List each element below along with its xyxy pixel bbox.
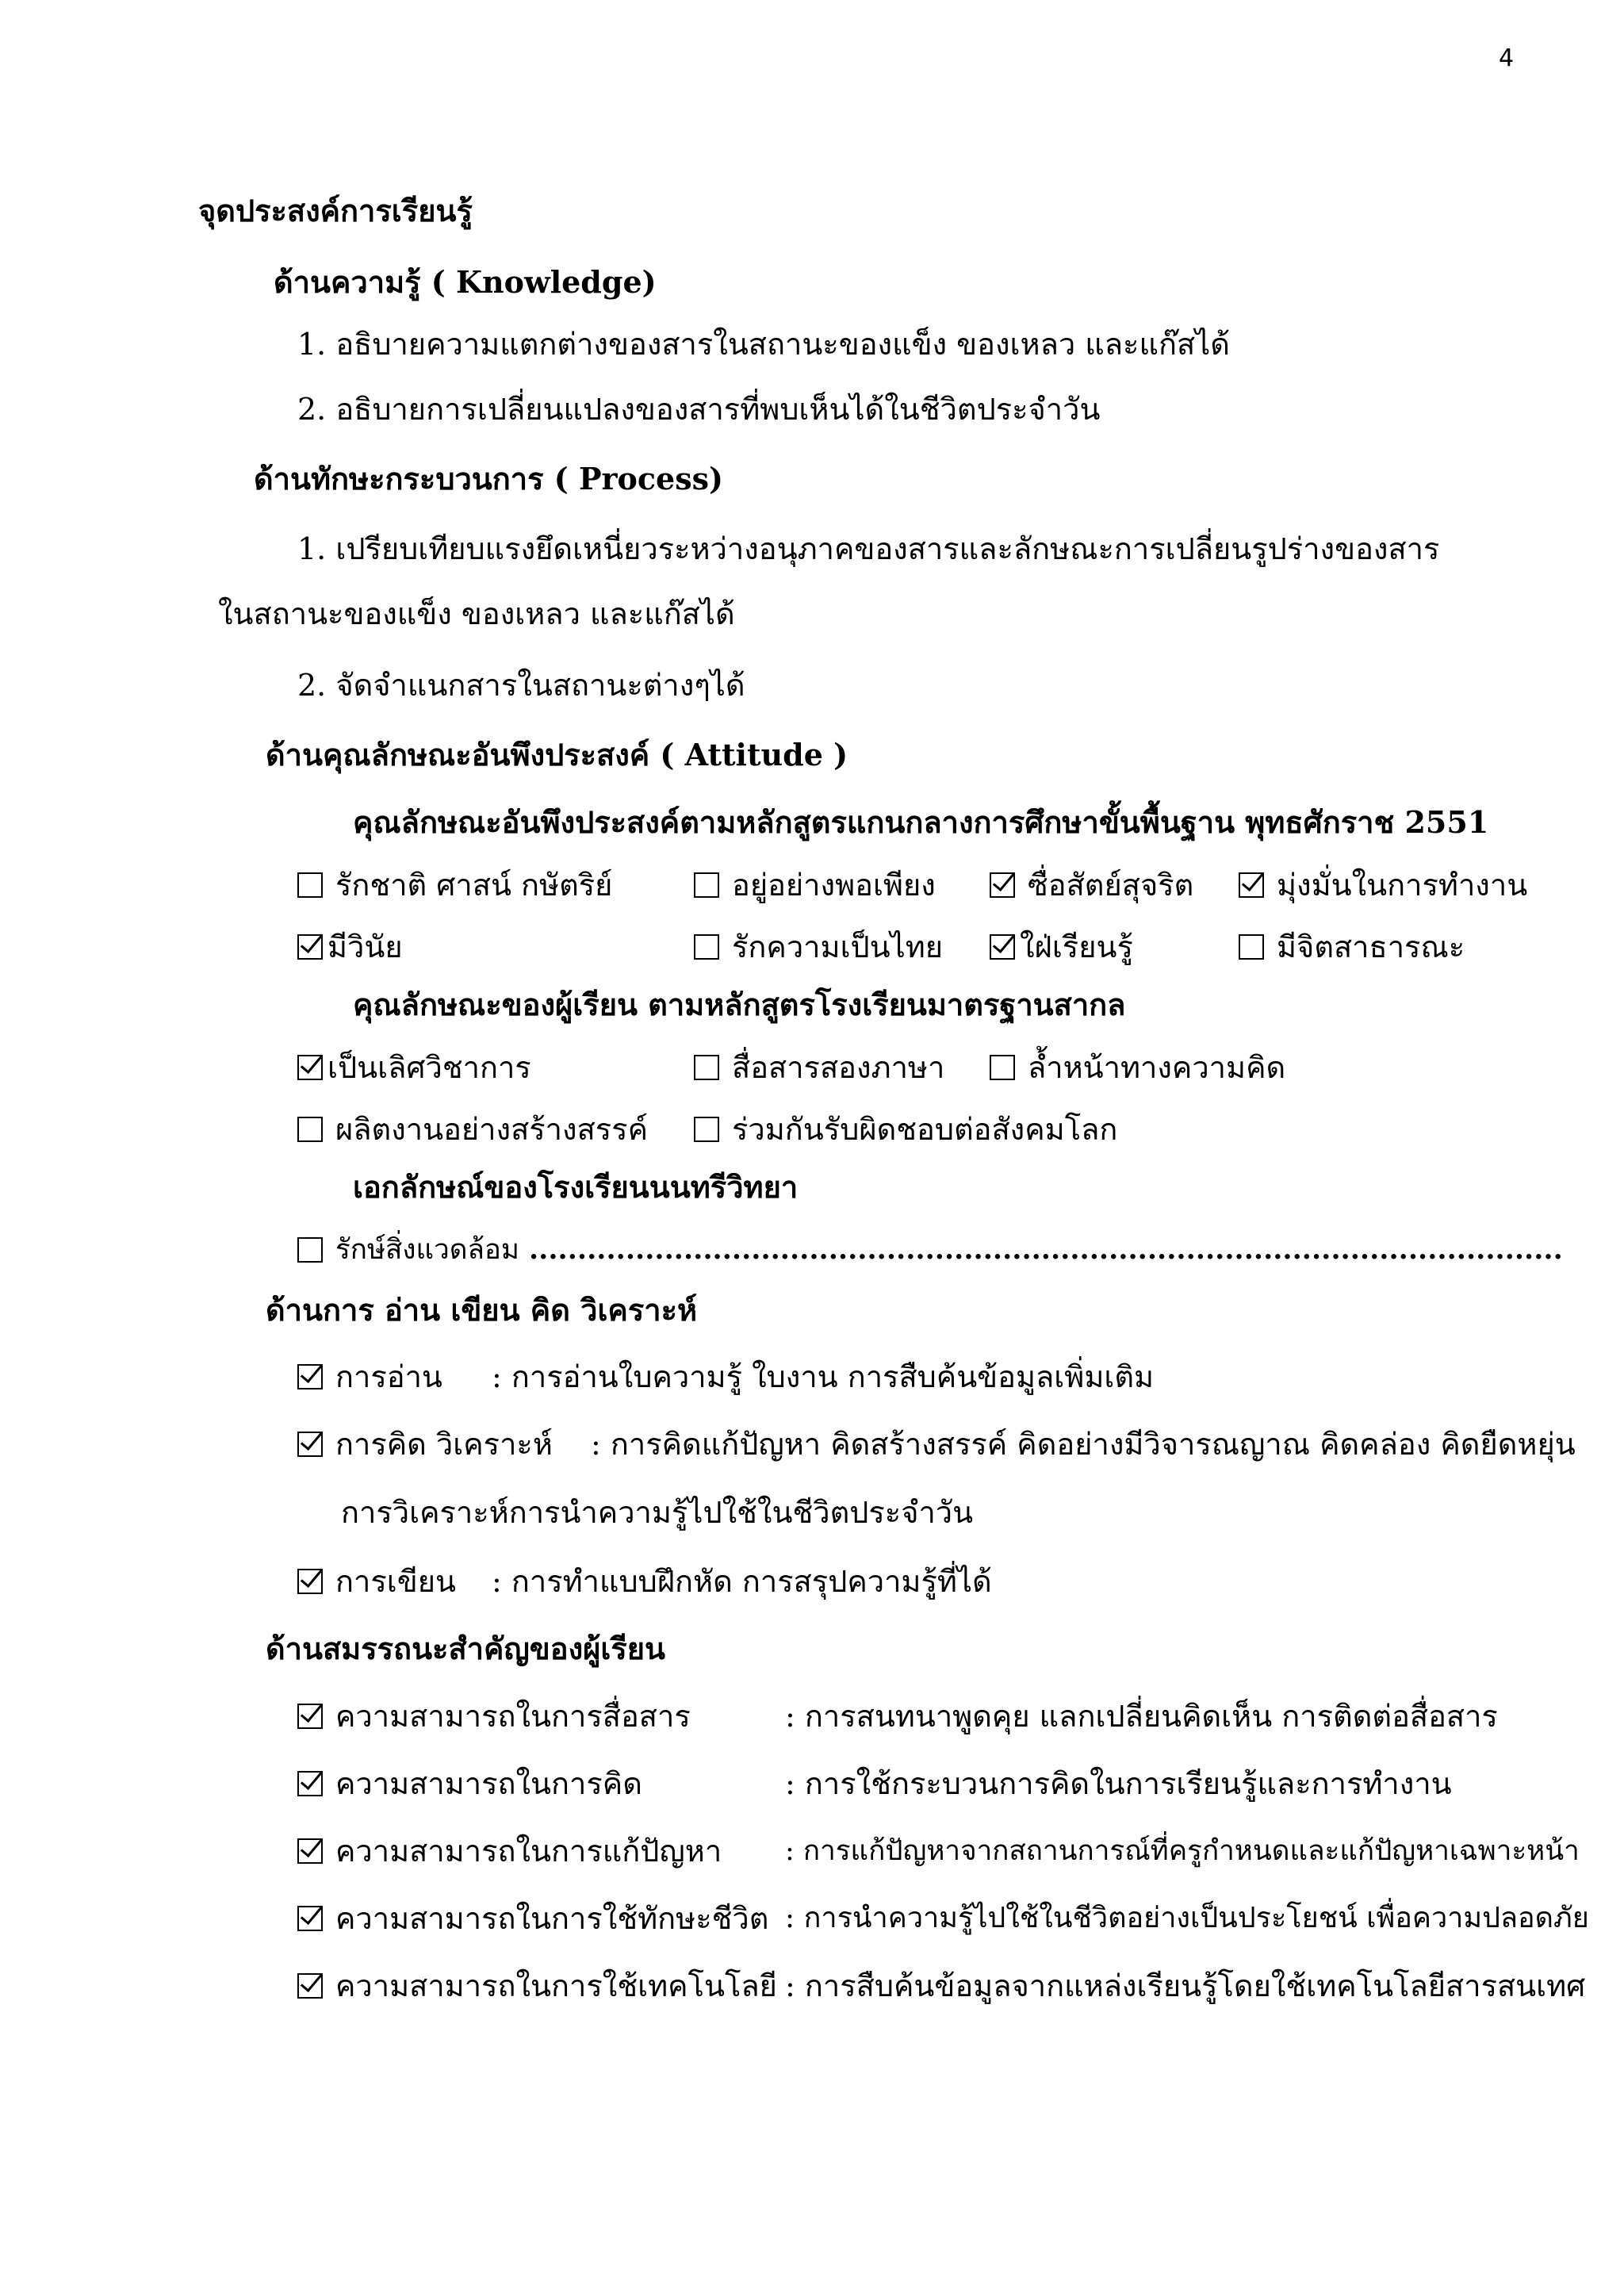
checkbox-icon[interactable] [297,872,323,898]
process-item-1-cont: ในสถานะของแข็ง ของเหลว และแก๊สได้ [218,596,735,631]
intl-attributes-heading: คุณลักษณะของผู้เรียน ตามหลักสูตรโรงเรียนมาตรฐานสากล [353,987,1126,1022]
core-item-8[interactable]: มีจิตสาธารณะ [1239,928,1465,968]
core-item-2[interactable]: อยู่อย่างพอเพียง [694,866,936,907]
process-item-1: 1. เปรียบเทียบแรงยึดเหนี่ยวระหว่างอนุภาคของสารและลักษณะการเปลี่ยนรูปร่างของสาร [297,531,1440,566]
core-item-7[interactable]: ใฝ่เรียนรู้ [990,928,1133,968]
checkbox-checked-icon[interactable] [1239,872,1264,898]
competency-item-5[interactable]: ความสามารถในการใช้เทคโนโลยี [297,1967,777,2007]
checkbox-checked-icon[interactable] [297,1771,323,1796]
rw-read-row[interactable]: การอ่าน [297,1358,442,1398]
checkbox-checked-icon[interactable] [990,934,1015,960]
checkbox-checked-icon[interactable] [297,1973,323,1999]
checkbox-icon[interactable] [1239,934,1264,960]
checkbox-checked-icon[interactable] [297,1055,323,1080]
core-item-4[interactable]: มุ่งมั่นในการทำงาน [1239,866,1527,907]
rw-heading: ด้านการ อ่าน เขียน คิด วิเคราะห์ [266,1292,698,1328]
page-number: 4 [1499,44,1515,72]
checkbox-icon[interactable] [694,934,719,960]
school-item[interactable]: รักษ์สิ่งแวดล้อม ........................................................................................................... [297,1231,1563,1273]
competency-desc-3: : การแก้ปัญหาจากสถานการณ์ที่ครูกำหนดและแก้ปัญหาเฉพาะหน้า [785,1835,1580,1867]
intl-item-2[interactable]: สื่อสารสองภาษา [694,1048,944,1089]
competency-item-1[interactable]: ความสามารถในการสื่อสาร [297,1697,691,1738]
attitude-heading: ด้านคุณลักษณะอันพึงประสงค์ ( Attitude ) [266,737,848,772]
intl-item-1[interactable]: เป็นเลิศวิชาการ [297,1048,531,1089]
checkbox-checked-icon[interactable] [990,872,1015,898]
rw-think-desc: : การคิดแก้ปัญหา คิดสร้างสรรค์ คิดอย่างมีวิจารณญาณ คิดคล่อง คิดยืดหยุ่น [591,1427,1576,1462]
competency-desc-1: : การสนทนาพูดคุย แลกเปลี่ยนคิดเห็น การติดต่อสื่อสาร [785,1699,1498,1734]
checkbox-checked-icon[interactable] [297,1704,323,1729]
checkbox-icon[interactable] [694,1117,719,1142]
competency-desc-4: : การนำความรู้ไปใช้ในชีวิตอย่างเป็นประโยชน์ เพื่อความปลอดภัย [785,1902,1589,1934]
checkbox-checked-icon[interactable] [297,1432,323,1457]
core-item-6[interactable]: รักความเป็นไทย [694,928,943,968]
core-item-3[interactable]: ซื่อสัตย์สุจริต [990,866,1193,907]
checkbox-checked-icon[interactable] [297,1569,323,1594]
rw-write-row[interactable]: การเขียน [297,1562,456,1603]
intl-item-3[interactable]: ล้ำหน้าทางความคิด [990,1048,1285,1089]
checkbox-checked-icon[interactable] [297,1364,323,1389]
process-item-2: 2. จัดจำแนกสารในสถานะต่างๆได้ [297,668,745,703]
competency-item-3[interactable]: ความสามารถในการแก้ปัญหา [297,1832,722,1872]
rw-think-row[interactable]: การคิด วิเคราะห์ [297,1425,553,1466]
school-identity-heading: เอกลักษณ์ของโรงเรียนนนทรีวิทยา [353,1169,799,1205]
core-item-5[interactable]: มีวินัย [297,928,403,968]
fill-in-dots: ........................................................................................................... [529,1233,1563,1266]
rw-think-desc-cont: การวิเคราะห์การนำความรู้ไปใช้ในชีวิตประจำวัน [341,1495,974,1530]
page-title: จุดประสงค์การเรียนรู้ [198,193,473,228]
competency-heading: ด้านสมรรถนะสำคัญของผู้เรียน [266,1631,666,1666]
rw-write-desc: : การทำแบบฝึกหัด การสรุปความรู้ที่ได้ [492,1564,992,1599]
checkbox-icon[interactable] [297,1117,323,1142]
core-attributes-heading: คุณลักษณะอันพึงประสงค์ตามหลักสูตรแกนกลางการศึกษาขั้นพื้นฐาน พุทธศักราช 2551 [353,804,1489,840]
process-heading: ด้านทักษะกระบวนการ ( Process) [254,461,723,496]
competency-item-4[interactable]: ความสามารถในการใช้ทักษะชีวิต [297,1899,768,1940]
competency-item-2[interactable]: ความสามารถในการคิด [297,1765,642,1805]
core-item-1[interactable]: รักชาติ ศาสน์ กษัตริย์ [297,866,612,907]
rw-read-desc: : การอ่านใบความรู้ ใบงาน การสืบค้นข้อมูลเพิ่มเติม [492,1359,1155,1394]
checkbox-icon[interactable] [990,1055,1015,1080]
knowledge-item-2: 2. อธิบายการเปลี่ยนแปลงของสารที่พบเห็นได้ในชีวิตประจำวัน [297,392,1101,427]
checkbox-icon[interactable] [694,872,719,898]
checkbox-icon[interactable] [297,1237,323,1263]
competency-desc-2: : การใช้กระบวนการคิดในการเรียนรู้และการทำงาน [785,1766,1452,1801]
intl-item-5[interactable]: ร่วมกันรับผิดชอบต่อสังคมโลก [694,1110,1117,1151]
checkbox-checked-icon[interactable] [297,1906,323,1931]
checkbox-checked-icon[interactable] [297,934,323,960]
competency-desc-5: : การสืบค้นข้อมูลจากแหล่งเรียนรู้โดยใช้เทคโนโลยีสารสนเทศ [785,1968,1586,2003]
knowledge-item-1: 1. อธิบายความแตกต่างของสารในสถานะของแข็ง ของเหลว และแก๊สได้ [297,327,1230,362]
knowledge-heading: ด้านความรู้ ( Knowledge) [274,264,657,300]
checkbox-checked-icon[interactable] [297,1838,323,1864]
intl-item-4[interactable]: ผลิตงานอย่างสร้างสรรค์ [297,1110,648,1151]
checkbox-icon[interactable] [694,1055,719,1080]
